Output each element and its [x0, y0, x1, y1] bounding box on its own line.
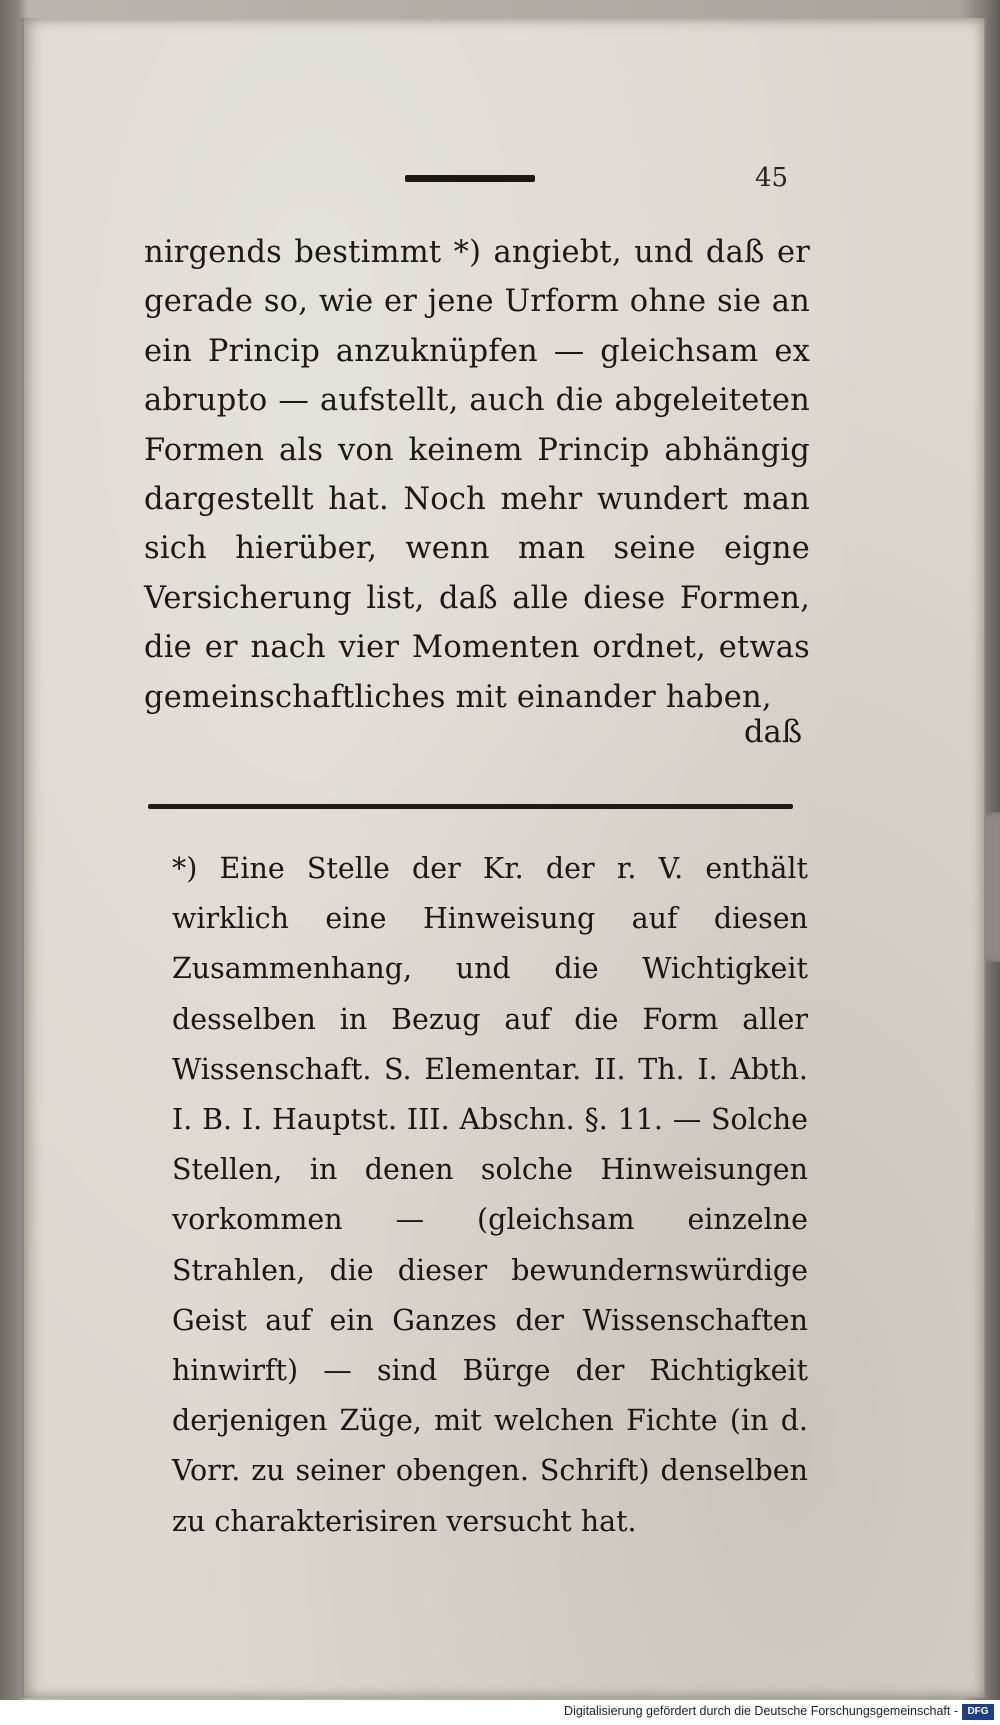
dfg-logo: DFG: [962, 1704, 994, 1720]
page-number: 45: [755, 163, 789, 193]
footnote-divider: [148, 804, 793, 809]
main-text-block: [144, 228, 810, 722]
header-rule: [405, 175, 535, 182]
catchword: daß: [744, 715, 803, 750]
footnote-text: *) Eine Stelle der Kr. der r. V. enthält wirklich eine Hinweisung auf diesen Zusammenhang, und die Wichtigkeit desselben in Bezug auf die Form aller Wissenschaft. S. Elementar. II. Th. I. Abth. I. B. I. Hauptst. III. Abschn. §. 11. — Solche Stellen, in denen solche Hinweisungen vorkommen — (gleichsam einzelne Strahlen, die dieser bewundernswürdige Geist auf ein Ganzes der Wissenschaften hinwirft) — sind Bürge der Richtigkeit derjenigen Züge, mit welchen Fichte (in d. Vorr. zu seiner obengen. Schrift) denselben zu charakterisiren versucht hat.: [172, 852, 808, 1538]
main-paragraph: nirgends bestimmt *) angiebt, und daß er gerade so, wie er jene Urform ohne sie an ein Princip anzuknüpfen — gleichsam ex abrupto — aufstellt, auch die abgeleiteten Formen als von keinem Princip abhängig dargestellt hat. Noch mehr wundert man sich hierüber, wenn man seine eigne Versicherung list, daß alle diese Formen, die er nach vier Momenten ordnet, etwas gemeinschaftliches mit einander haben,: [144, 235, 810, 715]
digitization-credit-bar: [0, 1700, 1000, 1725]
credit-text: Digitalisierung gefördert durch die Deutsche Forschungsgemeinschaft -: [564, 1704, 958, 1718]
footnote-block: [172, 844, 808, 1547]
page-header: [395, 163, 800, 203]
